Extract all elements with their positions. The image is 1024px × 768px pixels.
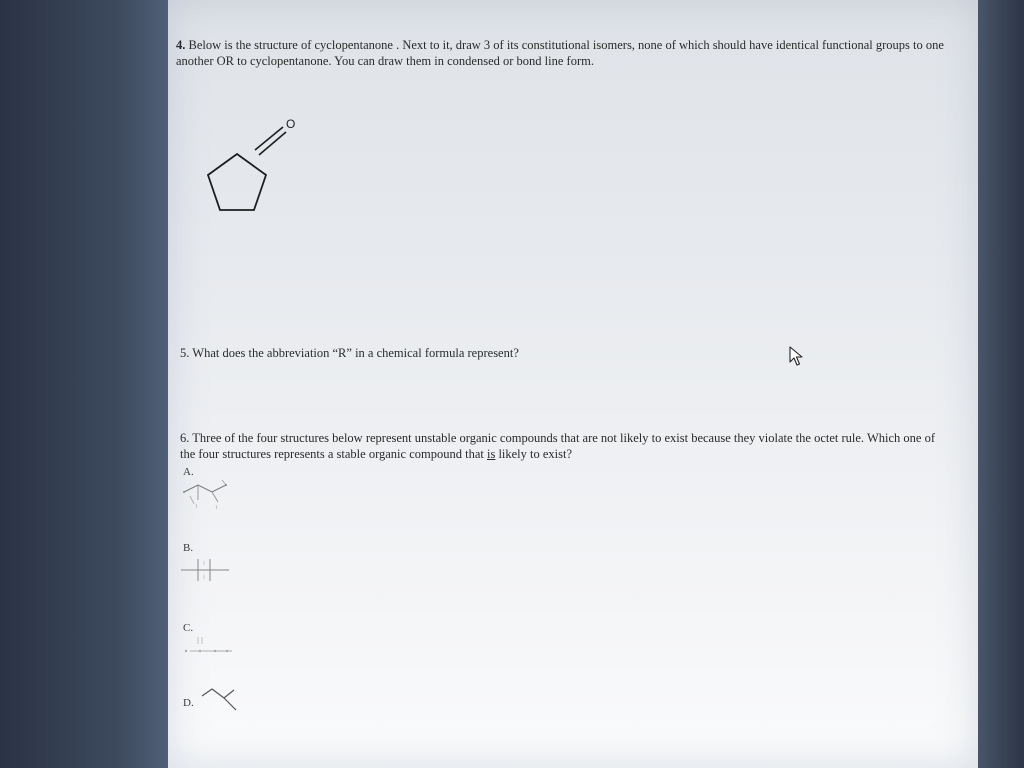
question-4-number: 4. [176,38,186,52]
option-b-label: B. [183,542,194,554]
mouse-pointer-icon [788,346,804,366]
question-6-number: 6. [180,431,190,445]
question-4-text: Below is the structure of cyclopentanone . Next to it, draw 3 of its constitutional isomers, none of which should have identical functional groups to one another OR to cyclopentanone. You can draw them in condensed or bond line form. [176,38,944,68]
question-6-text: Three of the four structures below represent unstable organic compounds that are not likely to exist because they violate the octet rule. Which one of the four structures represents a stable organic compound that [180,431,935,461]
option-a-structure [178,478,238,510]
monitor-bezel-left [0,0,170,768]
option-c-structure [180,634,250,658]
option-b-structure [178,555,238,585]
option-d-label: D. [183,697,194,709]
question-4 [176,38,946,69]
option-d-structure [198,684,248,714]
oxygen-label: O [286,117,296,131]
question-6 [180,431,950,462]
question-6-emphasis: is [486,446,496,461]
option-a-label: A. [183,466,194,478]
question-5 [180,346,780,362]
worksheet-page [168,0,978,768]
cyclopentane-ring [208,154,266,210]
monitor-bezel-right [976,0,1024,768]
question-6-text-end: likely to exist? [498,446,573,461]
cyclopentanone-structure [178,110,308,220]
question-5-number: 5. [180,346,190,360]
question-5-text: What does the abbreviation “R” in a chemical formula represent? [192,346,519,360]
option-c-label: C. [183,622,194,634]
